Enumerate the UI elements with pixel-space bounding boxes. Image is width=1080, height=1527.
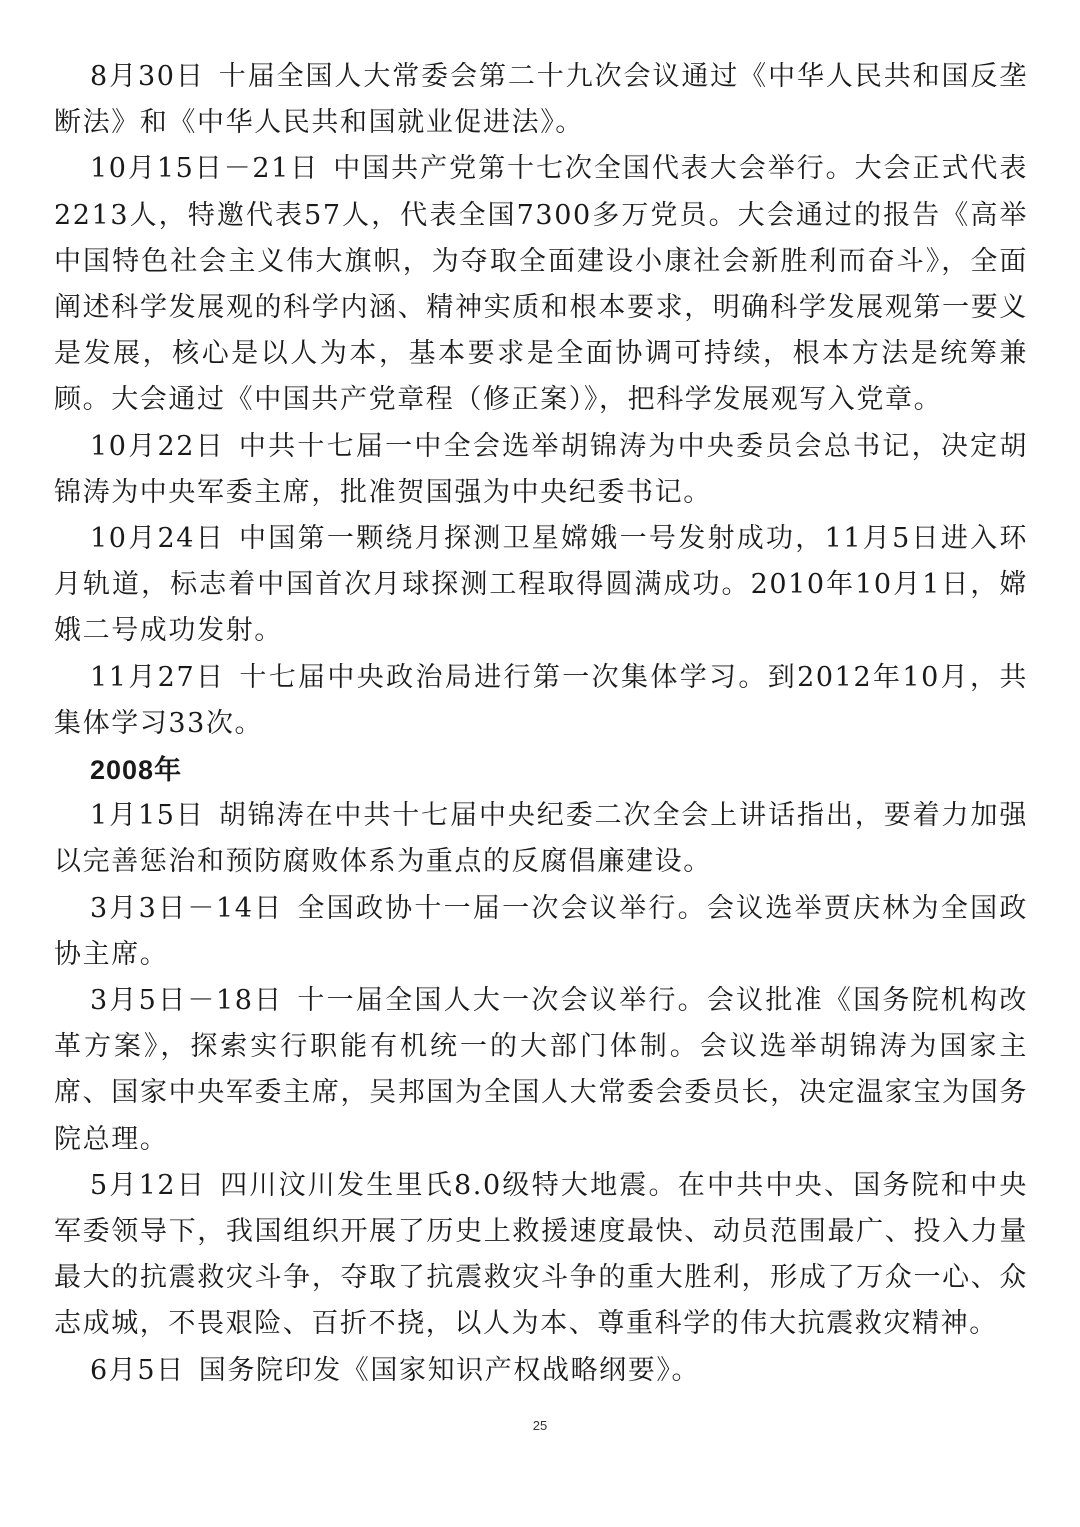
page-number: 25 <box>532 1418 548 1433</box>
entry-2008-4 <box>54 1163 1028 1348</box>
entry-date: 6月5日 <box>90 1354 185 1386</box>
year-heading: 2008年 <box>90 755 183 786</box>
entry-2008-3 <box>54 978 1028 1163</box>
entry-text: 中国第一颗绕月探测卫星嫦娥一号发射成功，11月5日进入环月轨道，标志着中国首次月球探测工程取得圆满成功。2010年10月1日，嫦娥二号成功发射。 <box>54 523 1028 647</box>
entry-date: 10月24日 <box>90 523 226 555</box>
entry-date: 11月27日 <box>90 661 226 693</box>
entry-2007-3 <box>54 424 1028 516</box>
entry-text: 胡锦涛在中共十七届中央纪委二次全会上讲话指出，要着力加强以完善惩治和预防腐败体系为重点的反腐倡廉建设。 <box>54 800 1028 878</box>
entry-text: 中共十七届一中全会选举胡锦涛为中央委员会总书记，决定胡锦涛为中央军委主席，批准贺国强为中央纪委书记。 <box>54 430 1028 508</box>
entry-2007-1 <box>54 54 1028 146</box>
entry-2008-2 <box>54 886 1028 978</box>
entry-2008-1 <box>54 793 1028 885</box>
document-page <box>54 54 1028 1394</box>
entry-text: 十一届全国人大一次会议举行。会议批准《国务院机构改革方案》，探索实行职能有机统一的大部门体制。会议选举胡锦涛为国家主席、国家中央军委主席，吴邦国为全国人大常委会委员长，决定温家宝为国务院总理。 <box>54 985 1029 1155</box>
entry-date: 5月12日 <box>90 1169 207 1201</box>
entry-text: 中国共产党第十七次全国代表大会举行。大会正式代表2213人，特邀代表57人，代表全国7300多万党员。大会通过的报告《高举中国特色社会主义伟大旗帜，为夺取全面建设小康社会新胜利而奋斗》，全面阐述科学发展观的科学内涵、精神实质和根本要求，明确科学发展观第一要义是发展，核心是以人为本，基本要求是全面协调可持续，根本方法是统筹兼顾。大会通过《中国共产党章程（修正案）》，把科学发展观写入党章。 <box>54 153 1028 416</box>
entry-text: 十七届中央政治局进行第一次集体学习。到2012年10月，共集体学习33次。 <box>54 661 1028 739</box>
entry-2007-5 <box>54 655 1028 747</box>
entry-text: 十届全国人大常委会第二十九次会议通过《中华人民共和国反垄断法》和《中华人民共和国就业促进法》。 <box>54 61 1028 139</box>
entry-date: 1月15日 <box>90 800 205 832</box>
entry-date: 3月3日－14日 <box>90 892 284 924</box>
entry-2007-4 <box>54 516 1028 655</box>
entry-date: 8月30日 <box>90 61 205 92</box>
entry-date: 3月5日－18日 <box>90 985 284 1017</box>
entry-date: 10月15日－21日 <box>90 153 320 185</box>
entry-date: 10月22日 <box>90 430 225 462</box>
entry-text: 全国政协十一届一次会议举行。会议选举贾庆林为全国政协主席。 <box>54 892 1029 970</box>
entry-2007-2 <box>54 146 1028 423</box>
entry-2008-5 <box>54 1348 1028 1394</box>
entry-text: 四川汶川发生里氏8.0级特大地震。在中共中央、国务院和中央军委领导下，我国组织开展了历史上救援速度最快、动员范围最广、投入力量最大的抗震救灾斗争，夺取了抗震救灾斗争的重大胜利，形成了万众一心、众志成城，不畏艰险、百折不挠，以人为本、尊重科学的伟大抗震救灾精神。 <box>54 1169 1028 1340</box>
entry-text: 国务院印发《国家知识产权战略纲要》。 <box>198 1354 701 1386</box>
